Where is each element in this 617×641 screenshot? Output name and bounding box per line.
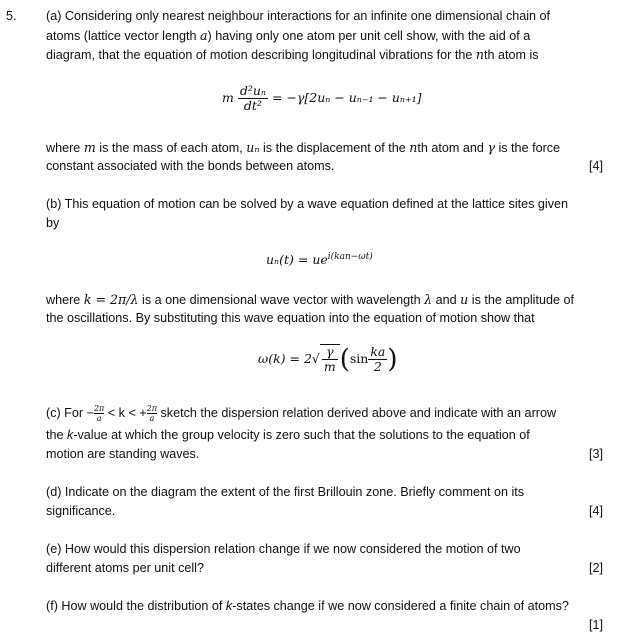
text: where <box>46 141 84 155</box>
text: atoms (lattice vector length <box>46 29 200 43</box>
part-e-line1: (e) How would this dispersion relation change if we now considered the motion of two <box>46 542 521 556</box>
var-u: uₙ <box>246 140 260 155</box>
part-e-marks: [2] <box>588 561 603 575</box>
disp-sin: sin <box>349 351 369 366</box>
part-d-marks: [4] <box>588 504 603 518</box>
var-n: n <box>409 140 418 155</box>
part-c-line2 <box>46 428 530 442</box>
var-m: m <box>83 140 96 155</box>
var-k: k <box>67 428 74 442</box>
c-frac-left <box>94 404 104 423</box>
part-c-line3: motion are standing waves. <box>46 447 200 461</box>
wave-eq-body: uₙ(t) = ue <box>266 252 328 268</box>
dispersion-relation <box>258 344 398 375</box>
text: (f) How would the distribution of <box>46 599 226 613</box>
var-u: u <box>460 292 469 307</box>
part-b-line2: by <box>46 216 60 230</box>
text: (c) For − <box>46 405 94 420</box>
part-a-line3 <box>46 47 539 62</box>
sqrt-sign: √ <box>311 351 320 366</box>
disp-sqrt-fraction <box>322 345 338 374</box>
var-a: a <box>200 28 208 43</box>
eq-rhs: = −γ[2uₙ − uₙ₋₁ − uₙ₊₁] <box>271 90 422 105</box>
part-b-where2: the oscillations. By substituting this wave equation into the equation of motion show that <box>46 311 535 325</box>
part-d-line2: significance. <box>46 504 116 518</box>
wave-eq-exponent: i(kan−ωt) <box>327 252 373 262</box>
var-lambda: λ <box>424 292 433 307</box>
disp-sqrt-den: m <box>323 359 336 374</box>
part-f-marks: [1] <box>588 618 603 632</box>
text: is the displacement of the <box>259 141 410 155</box>
c-frac-right <box>147 404 157 423</box>
text: -value at which the group velocity is zero such that the solutions to the equation of <box>73 428 530 442</box>
text: is the mass of each atom, <box>95 141 247 155</box>
c-frac-den: a <box>96 414 102 423</box>
disp-arg-den: 2 <box>373 359 382 374</box>
paren-close: ) <box>387 344 398 375</box>
part-a-line2 <box>46 28 530 43</box>
text: diagram, that the equation of motion describing longitudinal vibrations for the <box>46 48 476 62</box>
c-frac-num: 2π <box>146 404 158 413</box>
disp-lhs: ω(k) = 2 <box>258 351 312 366</box>
text: < k < + <box>104 405 147 420</box>
eq-denominator: dt² <box>243 98 262 113</box>
disp-sqrt-num: γ <box>322 345 338 360</box>
text: is the amplitude of <box>468 293 574 307</box>
text: th atom is <box>483 48 539 62</box>
wave-equation <box>266 252 373 267</box>
disp-arg-fraction <box>368 345 387 374</box>
part-d-line1: (d) Indicate on the diagram the extent of the first Brillouin zone. Briefly comment on its <box>46 485 525 499</box>
var-gamma: γ <box>487 140 495 155</box>
text: and <box>432 293 461 307</box>
equation-of-motion <box>222 84 421 113</box>
paren-open: ( <box>339 344 350 375</box>
part-c-marks: [3] <box>588 447 603 461</box>
part-b-line1: (b) This equation of motion can be solved by a wave equation defined at the lattice sites given <box>46 197 569 211</box>
var-k: k = 2π/λ <box>83 292 139 307</box>
disp-arg-num: ka <box>370 344 386 359</box>
text: ) having only one atom per unit cell show, with the aid of a <box>207 29 531 43</box>
part-a-marks: [4] <box>588 159 603 173</box>
text: the <box>46 428 68 442</box>
part-b-where1 <box>46 292 574 307</box>
disp-sqrt <box>320 344 340 374</box>
text: where <box>46 293 84 307</box>
text: sketch the dispersion relation derived above and indicate with an arrow <box>157 405 557 420</box>
part-c-line1 <box>46 404 556 423</box>
part-e-line2: different atoms per unit cell? <box>46 561 204 575</box>
c-frac-num: 2π <box>93 404 105 413</box>
c-frac-den: a <box>149 414 155 423</box>
question-number: 5. <box>6 9 17 23</box>
part-a-line1: (a) Considering only nearest neighbour interactions for an infinite one dimensional chain of <box>46 9 551 23</box>
text: is the force <box>494 141 561 155</box>
var-n: n <box>475 47 484 62</box>
eq-fraction <box>238 84 268 113</box>
var-k: k <box>225 599 233 613</box>
part-f-line1 <box>46 599 569 613</box>
part-a-where1 <box>46 140 560 155</box>
eq-numerator: d²uₙ <box>239 83 266 98</box>
text: th atom and <box>417 141 488 155</box>
eq-mass: m <box>222 90 234 105</box>
part-a-where2: constant associated with the bonds between atoms. <box>46 159 335 173</box>
text: is a one dimensional wave vector with wavelength <box>138 293 425 307</box>
text: -states change if we now considered a finite chain of atoms? <box>232 599 569 613</box>
